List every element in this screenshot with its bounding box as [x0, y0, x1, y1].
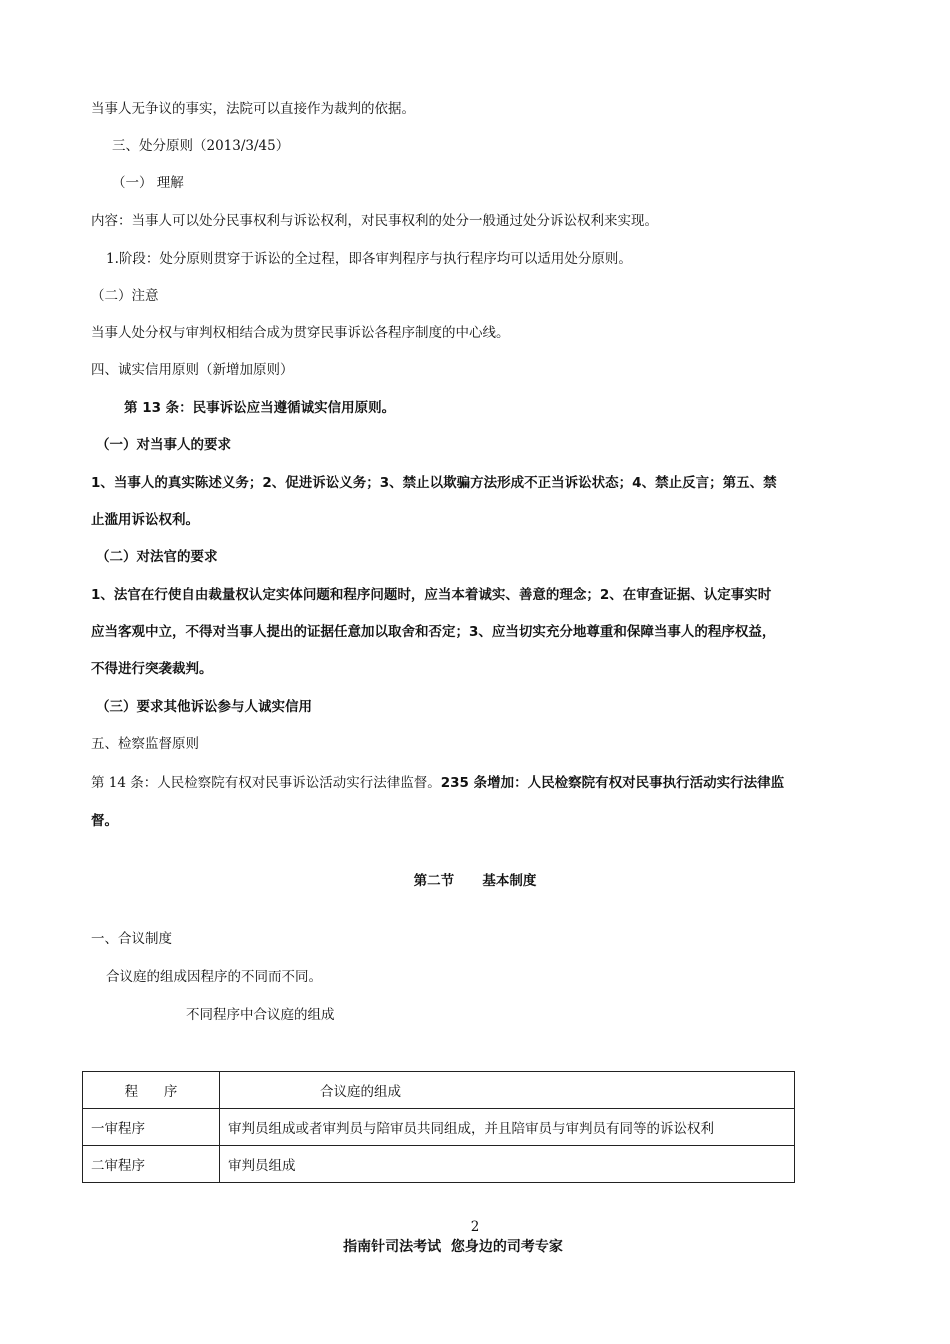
paragraph: 当事人处分权与审判权相结合成为贯穿民事诉讼各程序制度的中心线。	[91, 325, 510, 341]
table-header-row	[83, 1072, 795, 1109]
collegial-panel-table	[82, 1071, 795, 1183]
paragraph: 合议庭的组成因程序的不同而不同。	[106, 969, 322, 985]
article-13: 第 13 条：民事诉讼应当遵循诚实信用原则。	[124, 400, 396, 416]
article-235-text: 235 条增加：人民检察院有权对民事执行活动实行法律监	[440, 775, 785, 791]
table-caption: 不同程序中合议庭的组成	[186, 1007, 335, 1023]
paragraph: 内容：当事人可以处分民事权利与诉讼权利，对民事权利的处分一般通过处分诉讼权利来实现。	[91, 213, 658, 229]
table-row	[83, 1146, 795, 1183]
subheading: （三）要求其他诉讼参与人诚实信用	[96, 699, 312, 715]
table-cell: 一审程序	[83, 1109, 220, 1146]
subheading: （一）对当事人的要求	[96, 437, 231, 453]
paragraph: 止滥用诉讼权利。	[91, 512, 199, 528]
paragraph: 当事人无争议的事实，法院可以直接作为裁判的依据。	[91, 101, 415, 117]
paragraph: 1、法官在行使自由裁量权认定实体问题和程序问题时，应当本着诚实、善意的理念；2、在审查证据、认定事实时	[91, 587, 772, 603]
paragraph: 应当客观中立，不得对当事人提出的证据任意加以取舍和否定；3、应当切实充分地尊重和保障当事人的程序权益，	[91, 624, 776, 640]
paragraph: 督。	[91, 813, 118, 829]
footer-slogan: 指南针司法考试 您身边的司考专家	[343, 1239, 563, 1255]
table-cell: 二审程序	[83, 1146, 220, 1183]
article-14	[91, 774, 784, 792]
page-number: 2	[470, 1219, 480, 1235]
heading-collegial-system: 一、合议制度	[91, 931, 172, 947]
table-cell: 审判员组成或者审判员与陪审员共同组成，并且陪审员与审判员有同等的诉讼权利	[220, 1109, 795, 1146]
table-row	[83, 1109, 795, 1146]
paragraph: 1.阶段：处分原则贯穿于诉讼的全过程，即各审判程序与执行程序均可以适用处分原则。	[106, 251, 632, 267]
section-title: 第二节 基本制度	[413, 873, 537, 889]
paragraph: 1、当事人的真实陈述义务；2、促进诉讼义务；3、禁止以欺骗方法形成不正当诉讼状态；4、禁止反言；第五、禁	[91, 475, 777, 491]
heading-good-faith-principle: 四、诚实信用原则（新增加原则）	[91, 362, 294, 378]
paragraph: 不得进行突袭裁判。	[91, 661, 213, 677]
table-header-cell: 合议庭的组成	[220, 1072, 795, 1109]
heading-disposition-principle: 三、处分原则（2013/3/45）	[112, 138, 290, 154]
subheading: （二）注意	[91, 288, 159, 304]
table-header-cell: 程 序	[83, 1072, 220, 1109]
subheading: （一） 理解	[112, 175, 184, 191]
heading-procuratorial-supervision: 五、检察监督原则	[91, 736, 199, 752]
article-14-text: 第 14 条：人民检察院有权对民事诉讼活动实行法律监督。	[91, 775, 441, 791]
table-cell: 审判员组成	[220, 1146, 795, 1183]
subheading: （二）对法官的要求	[96, 549, 218, 565]
